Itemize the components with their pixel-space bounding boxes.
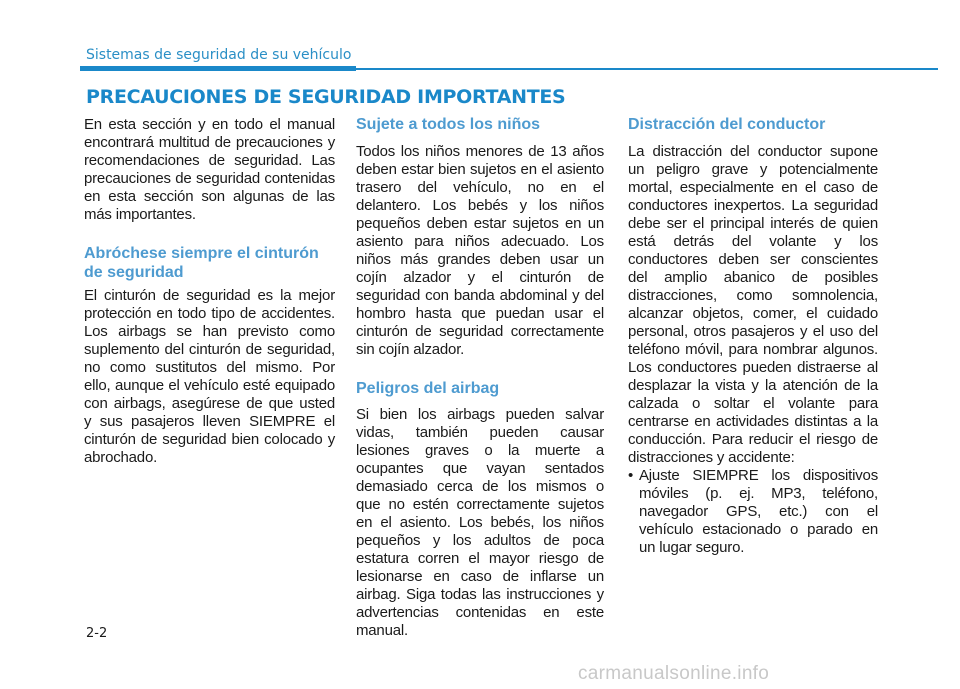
airbag-paragraph: Si bien los airbags pueden salvar vidas, también pueden causar lesiones graves o la muerte a ocupantes que vayan sentados demasiado cerca de los mismos o que no estén correctamente sujetos en el asiento. Los bebés, los niños pequeños y los adultos de poca estatura corren el mayor riesgo de lesionarse en caso de inflarse un airbag. Siga todas las instrucciones y advertencias contenidas en este manual.: [356, 406, 604, 639]
column-left: [84, 116, 335, 467]
distraction-heading: Distracción del conductor: [628, 116, 826, 133]
seatbelt-paragraph: El cinturón de seguridad es la mejor protección en todo tipo de accidentes. Los airbags se han previsto como suplemento del cinturón de seguridad, no como sustitutos del mismo. Por ello, aunque el vehículo esté equipado con airbags, asegúrese de que usted y sus pasajeros lleven SIEMPRE el cinturón de seguridad bien colocado y abrochado.: [84, 287, 335, 466]
bullet-icon: •: [628, 467, 634, 484]
distraction-paragraph: La distracción del conductor supone un peligro grave y potencialmente mortal, especialmente en el caso de conductores inexpertos. La seguridad debe ser el principal interés de quien está detrás del volante y los conductores deben ser conscientes del amplio abanico de posibles distracciones, como somnolencia, alcanzar objetos, comer, el cuidado personal, otros pasajeros y el uso del teléfono móvil, para nombrar algunos. Los conductores pueden distraerse al desplazar la vista y la atención de la calzada o soltar el volante para centrarse en actividades distintas a la conducción. Para reducir el riesgo de distracciones y accidente:: [628, 143, 878, 466]
list-item: [628, 467, 878, 557]
column-right: [628, 116, 878, 557]
header-rule-thick: [80, 66, 356, 71]
page-number: 2-2: [86, 626, 108, 641]
distraction-list: [628, 467, 878, 557]
intro-paragraph: En esta sección y en todo el manual encontrará multitud de precauciones y recomendaciones de seguridad. Las precauciones de seguridad contenidas en esta sección son algunas de las más importantes.: [84, 116, 335, 223]
children-heading: Sujete a todos los niños: [356, 116, 541, 133]
children-paragraph: Todos los niños menores de 13 años deben estar bien sujetos en el asiento trasero del vehículo, no en el delantero. Los bebés y los niños pequeños deben estar sujetos en un asiento para niños adecuado. Los niños más grandes deben usar un cojín alzador y el cinturón de seguridad con banda abdominal y del hombro hasta que puedan usar el cinturón de seguridad correctamente sin cojín alzador.: [356, 143, 604, 358]
column-middle: [356, 116, 604, 640]
watermark: carmanualsonline.info: [578, 663, 770, 684]
seatbelt-heading: Abróchese siempre el cinturón de seguridad: [84, 245, 319, 281]
section-header: Sistemas de seguridad de su vehículo: [86, 47, 352, 63]
page-title: PRECAUCIONES DE SEGURIDAD IMPORTANTES: [86, 86, 566, 108]
airbag-heading: Peligros del airbag: [356, 380, 500, 397]
list-item-text: Ajuste SIEMPRE los dispositivos móviles (p. ej. MP3, teléfono, navegador GPS, etc.) con el vehículo estacionado o parado en un lugar seguro.: [639, 467, 878, 556]
header-rule-thin: [356, 68, 938, 70]
